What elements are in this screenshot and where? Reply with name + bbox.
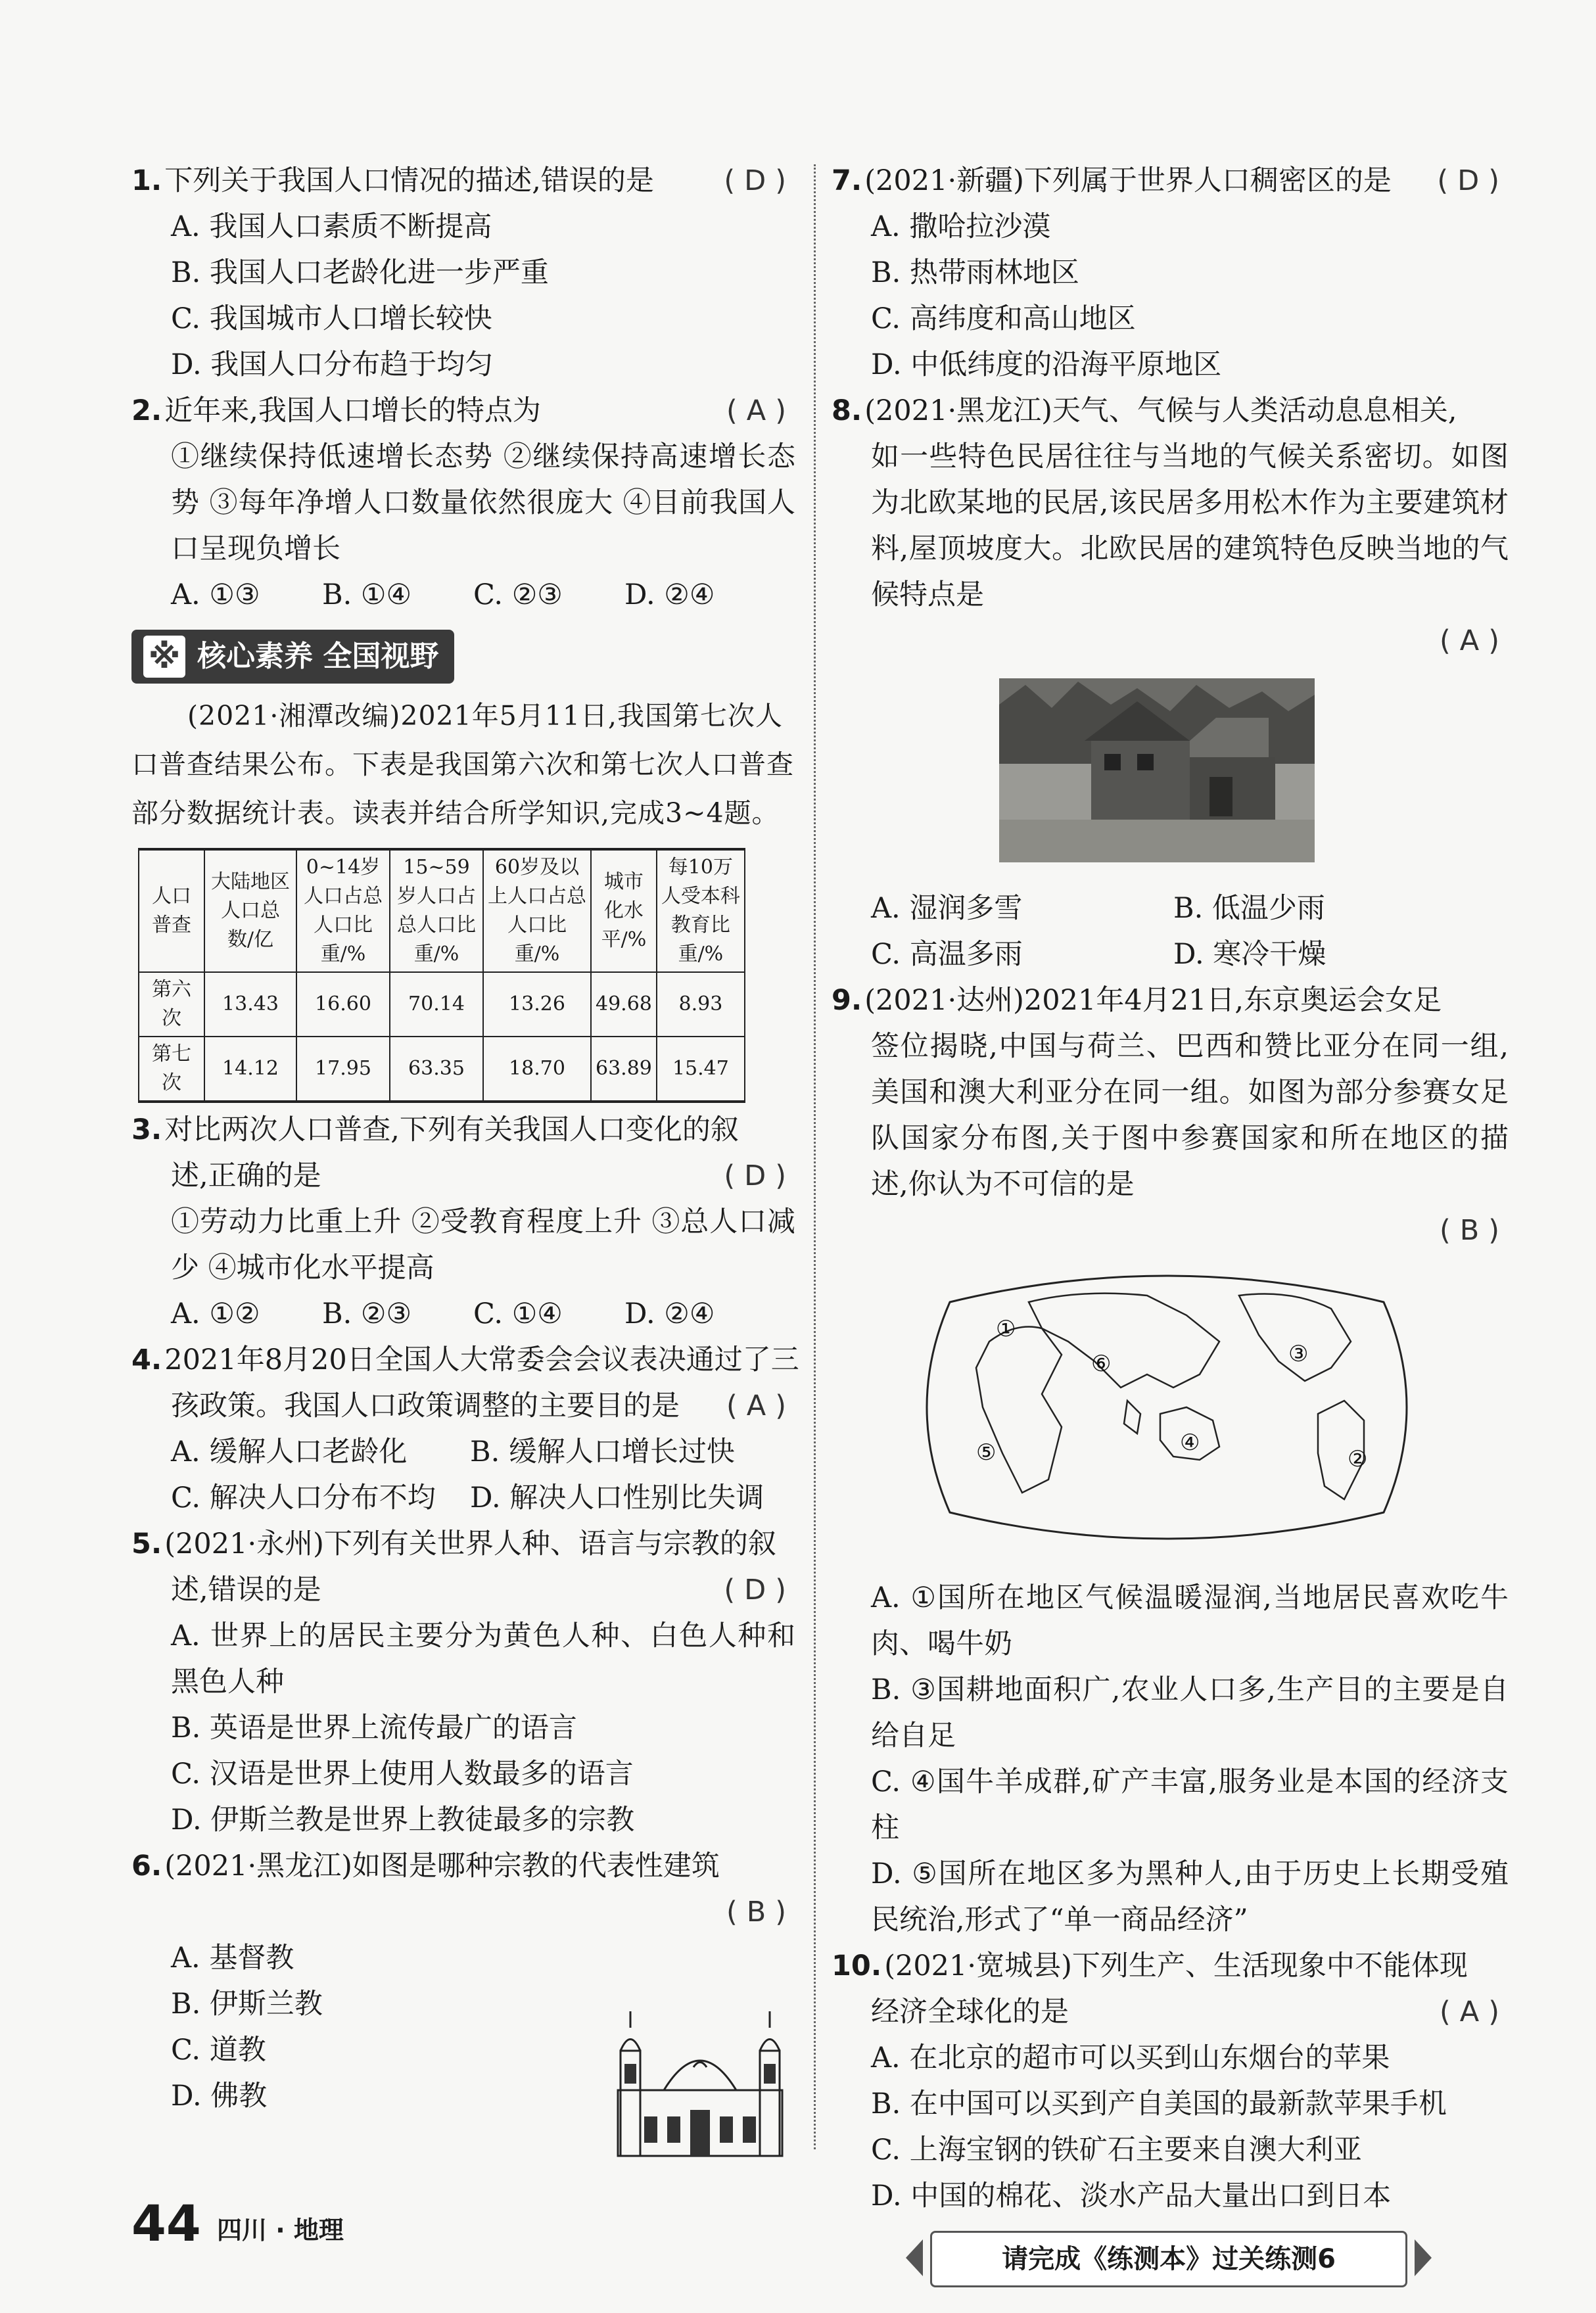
question-9-stem: (2021·达州)2021年4月21日,东京奥运会女足: [864, 984, 1442, 1017]
option: A. 湿润多雪: [871, 892, 1023, 925]
table-cell: 16.60: [296, 972, 390, 1037]
option: A. ①③: [171, 578, 260, 611]
table-header: 大陆地区人口总数/亿: [204, 849, 296, 972]
census-table: [138, 848, 745, 1103]
page-subject-label: 四川 · 地理: [217, 2216, 344, 2245]
question-8-stem: (2021·黑龙江)天气、气候与人类活动息息相关,: [864, 394, 1457, 427]
option: A. 基督教: [171, 1942, 294, 1974]
option: D. 伊斯兰教是世界上教徒最多的宗教: [171, 1804, 635, 1836]
question-3-stem: 对比两次人口普查,下列有关我国人口变化的叙: [164, 1113, 739, 1146]
option: C. 我国城市人口增长较快: [171, 302, 492, 335]
map-label-6: ⑥: [1091, 1351, 1112, 1377]
option: B. ①④: [322, 578, 412, 611]
question-8-options: [832, 885, 1509, 931]
table-header: 每10万人受本科教育比重/%: [657, 849, 745, 972]
option: C. 高温多雨: [871, 938, 1023, 971]
table-cell: 14.12: [204, 1037, 296, 1102]
map-label-4: ④: [1180, 1430, 1200, 1456]
option: A. 在北京的超市可以买到山东烟台的苹果: [871, 2042, 1390, 2074]
table-cell: 70.14: [390, 972, 483, 1037]
question-7-stem: (2021·新疆)下列属于世界人口稠密区的是: [864, 164, 1392, 197]
option: B. 我国人口老龄化进一步严重: [171, 256, 549, 289]
practice-prompt: 请完成《练测本》过关练测6: [930, 2231, 1407, 2287]
table-cell: 第六次: [139, 972, 204, 1037]
option: C. ④国牛羊成群,矿产丰富,服务业是本国的经济支柱: [871, 1765, 1509, 1844]
question-6-stem: (2021·黑龙江)如图是哪种宗教的代表性建筑: [164, 1850, 720, 1882]
table-cell: 17.95: [296, 1037, 390, 1102]
question-5-answer: (D): [724, 1574, 795, 1606]
table-header: 15~59岁人口占总人口比重/%: [390, 849, 483, 972]
section-banner: [131, 630, 795, 684]
right-column: [832, 158, 1509, 2287]
option: C. 上海宝钢的铁矿石主要来自澳大利亚: [871, 2134, 1362, 2166]
option: D. 佛教: [171, 2080, 268, 2113]
option: C. 高纬度和高山地区: [871, 302, 1136, 335]
table-cell: 第七次: [139, 1037, 204, 1102]
question-8-answer: (A): [1440, 624, 1509, 657]
option: A. 世界上的居民主要分为黄色人种、白色人种和黑色人种: [171, 1620, 795, 1698]
page-number: 44: [131, 2194, 201, 2253]
question-3-answer: (D): [724, 1159, 795, 1192]
question-10: 10.(2021·宽城县)下列生产、生活现象中不能体现 经济全球化的是 (A) A. 在北京的超市可以买到山东烟台的苹果 B. 在中国可以买到产自美国的最新款苹果手机 C. 上海宝钢的铁矿石主要来自澳大利亚 D. 中国的棉花、淡水产品大量出口到日本: [832, 1943, 1509, 2219]
question-5-stem: (2021·永州)下列有关世界人种、语言与宗教的叙: [164, 1528, 776, 1560]
option: B. 英语是世界上流传最广的语言: [171, 1712, 577, 1744]
question-3-options: [131, 1291, 795, 1337]
question-3-statements: ①劳动力比重上升 ②受教育程度上升 ③总人口减少 ④城市化水平提高: [171, 1205, 795, 1284]
question-2-statements: ①继续保持低速增长态势 ②继续保持高速增长态势 ③每年净增人口数量依然很庞大 ④目前我国人口呈现负增长: [171, 440, 795, 565]
table-cell: 8.93: [657, 972, 745, 1037]
option: A. 缓解人口老龄化: [171, 1436, 408, 1468]
table-cell: 63.89: [591, 1037, 657, 1102]
table-header: 60岁及以上人口占总人口比重/%: [483, 849, 591, 972]
question-9-answer: (B): [1439, 1214, 1509, 1247]
option: D. ②④: [624, 1297, 715, 1330]
question-5: 5.(2021·永州)下列有关世界人种、语言与宗教的叙 述,错误的是 (D) A. 世界上的居民主要分为黄色人种、白色人种和黑色人种 B. 英语是世界上流传最广的语言 C. 汉语是世界上使用人数最多的语言 D. 伊斯兰教是世界上教徒最多的宗教: [131, 1521, 795, 1843]
option: C. ②③: [473, 578, 563, 611]
option: D. ②④: [624, 578, 715, 611]
question-2-answer: (A): [726, 394, 795, 427]
question-4: 4.2021年8月20日全国人大常委会会议表决通过了三 孩政策。我国人口政策调整的主要目的是 (A) A. 缓解人口老龄化 B. 缓解人口增长过快 C. 解决人口分布不均 D. 解决人口性别比失调: [131, 1337, 795, 1521]
table-header: 人口普查: [139, 849, 204, 972]
table-cell: 13.26: [483, 972, 591, 1037]
question-9: 9.(2021·达州)2021年4月21日,东京奥运会女足 签位揭晓,中国与荷兰、巴西和赞比亚分在同一组,美国和澳大利亚分在同一组。如图为部分参赛女足队国家分布图,关于图中参赛国家和所在地区的描述,你认为不可信的是 (B) ① ② ③ ④ ⑤ ⑥ A. ①国所在地区气候温暖湿润,当地居民喜欢吃牛肉、喝牛奶 B. ③国耕地面积广,农业人口多,生产目的主要是自给自足 C. ④国牛羊成群,矿产丰富,服务业是本国的经济支柱 D. ⑤国所在地区多为黑种人,由于历史上长期受殖民统治,形式了“单一商品经济”: [832, 977, 1509, 1943]
question-8-body: 如一些特色民居往往与当地的气候关系密切。如图为北欧某地的民居,该民居多用松木作为主要建筑材料,屋顶坡度大。北欧民居的建筑特色反映当地的气候特点是: [871, 440, 1509, 611]
question-4-options: [131, 1429, 795, 1475]
section-icon: ※: [143, 636, 185, 678]
option: B. 缓解人口增长过快: [470, 1436, 735, 1468]
table-row: [139, 1037, 745, 1102]
option: A. 我国人口素质不断提高: [171, 210, 492, 243]
option: B. ②③: [322, 1297, 412, 1330]
map-label-5: ⑤: [976, 1439, 997, 1466]
option: C. 解决人口分布不均: [171, 1482, 436, 1514]
option: D. 我国人口分布趋于均匀: [171, 348, 494, 381]
option: B. 伊斯兰教: [171, 1988, 323, 2021]
question-7: 7.(2021·新疆)下列属于世界人口稠密区的是 (D) A. 撒哈拉沙漠 B. 热带雨林地区 C. 高纬度和高山地区 D. 中低纬度的沿海平原地区: [832, 158, 1509, 388]
option: C. ①④: [473, 1297, 563, 1330]
table-cell: 13.43: [204, 972, 296, 1037]
question-6: 6.(2021·黑龙江)如图是哪种宗教的代表性建筑 (B) A. 基督教 B. 伊斯兰教 C. 道教 D. 佛教: [131, 1843, 795, 2119]
question-9-body: 签位揭晓,中国与荷兰、巴西和赞比亚分在同一组,美国和澳大利亚分在同一组。如图为部分参赛女足队国家分布图,关于图中参赛国家和所在地区的描述,你认为不可信的是: [871, 1030, 1509, 1201]
option: A. 撒哈拉沙漠: [871, 210, 1051, 243]
table-cell: 18.70: [483, 1037, 591, 1102]
mosque-illustration: [605, 1992, 795, 2162]
question-7-answer: (D): [1437, 164, 1509, 197]
option: D. 寒冷干燥: [1173, 938, 1326, 971]
question-2: 2.近年来,我国人口增长的特点为 (A) ①继续保持低速增长态势 ②继续保持高速增长态势 ③每年净增人口数量依然很庞大 ④目前我国人口呈现负增长 A. ①③ B. ①④ C. ②③ D. ②④: [131, 388, 795, 618]
table-header: 0~14岁人口占总人口比重/%: [296, 849, 390, 972]
section-title: 核心素养 全国视野: [197, 640, 439, 673]
question-10-stem: (2021·宽城县)下列生产、生活现象中不能体现: [884, 1950, 1468, 1982]
material-intro: (2021·湘潭改编)2021年5月11日,我国第七次人口普查结果公布。下表是我国第六次和第七次人口普查部分数据统计表。读表并结合所学知识,完成3~4题。: [131, 700, 794, 829]
table-cell: 15.47: [657, 1037, 745, 1102]
map-label-3: ③: [1288, 1341, 1309, 1367]
question-3: 3.对比两次人口普查,下列有关我国人口变化的叙 述,正确的是 (D) ①劳动力比重上升 ②受教育程度上升 ③总人口减少 ④城市化水平提高 A. ①② B. ②③ C. ①④ D. ②④: [131, 1107, 795, 1337]
question-4-answer: (A): [726, 1390, 795, 1422]
option: B. 热带雨林地区: [871, 256, 1079, 289]
table-cell: 49.68: [591, 972, 657, 1037]
question-2-stem: 近年来,我国人口增长的特点为: [164, 394, 541, 427]
left-column: [131, 158, 799, 2119]
option: A. ①②: [171, 1297, 260, 1330]
option: D. 中低纬度的沿海平原地区: [871, 348, 1222, 381]
question-8: 8.(2021·黑龙江)天气、气候与人类活动息息相关, 如一些特色民居往往与当地的气候关系密切。如图为北欧某地的民居,该民居多用松木作为主要建筑材料,屋顶坡度大。北欧民居的建筑特色反映当地的气候特点是 (A) A. 湿润多雪 B. 低温少雨 C. 高温多雨 D. 寒冷干燥: [832, 388, 1509, 977]
question-1-stem: 下列关于我国人口情况的描述,错误的是: [164, 164, 654, 197]
column-divider: [814, 164, 816, 2149]
question-6-answer: (B): [726, 1896, 795, 1928]
table-header: 城市化水平/%: [591, 849, 657, 972]
table-header-row: [139, 849, 745, 972]
option: A. ①国所在地区气候温暖湿润,当地居民喜欢吃牛肉、喝牛奶: [871, 1581, 1509, 1660]
option: C. 道教: [171, 2034, 266, 2067]
option: D. 解决人口性别比失调: [470, 1482, 764, 1514]
option: B. 低温少雨: [1173, 892, 1325, 925]
map-label-2: ②: [1348, 1446, 1368, 1472]
option: D. ⑤国所在地区多为黑种人,由于历史上长期受殖民统治,形式了“单一商品经济”: [871, 1857, 1509, 1936]
option: D. 中国的棉花、淡水产品大量出口到日本: [871, 2180, 1392, 2212]
map-label-1: ①: [996, 1316, 1016, 1342]
option: B. ③国耕地面积广,农业人口多,生产目的主要是自给自足: [871, 1673, 1509, 1752]
question-1: 1.下列关于我国人口情况的描述,错误的是 (D) A. 我国人口素质不断提高 B. 我国人口老龄化进一步严重 C. 我国城市人口增长较快 D. 我国人口分布趋于均匀: [131, 158, 795, 388]
question-10-answer: (A): [1440, 1996, 1509, 2028]
question-2-options: [131, 572, 795, 618]
question-4-stem: 2021年8月20日全国人大常委会会议表决通过了三: [164, 1343, 799, 1376]
table-cell: 63.35: [390, 1037, 483, 1102]
option: B. 在中国可以买到产自美国的最新款苹果手机: [871, 2088, 1447, 2120]
nordic-house-photo: [999, 678, 1315, 862]
question-1-answer: (D): [724, 164, 795, 197]
option: C. 汉语是世界上使用人数最多的语言: [171, 1758, 634, 1790]
table-row: [139, 972, 745, 1037]
world-map: [910, 1263, 1423, 1552]
